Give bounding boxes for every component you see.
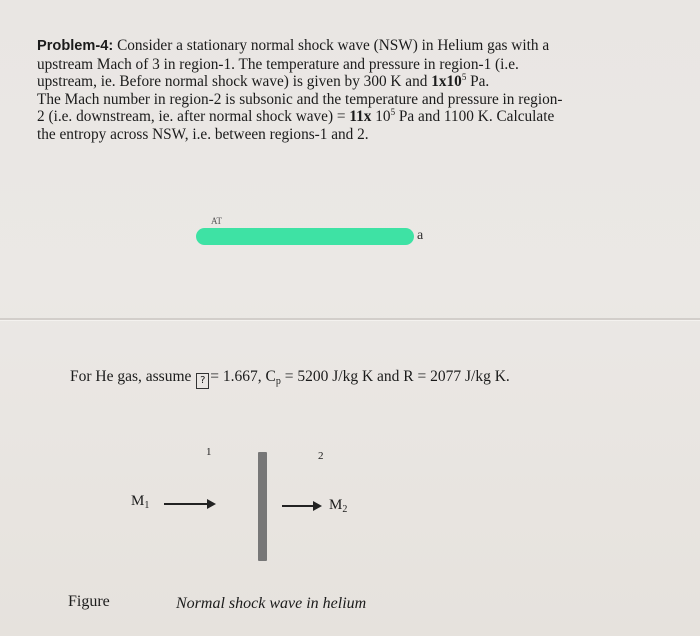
gamma-value: = 1.667, C — [210, 368, 276, 385]
downstream-pressure-value: 11x — [349, 108, 372, 126]
problem-statement — [37, 37, 627, 144]
assumption-rest: = 5200 J/kg K and R = 2077 J/kg K. — [280, 368, 510, 385]
downstream-arrow-icon — [282, 505, 316, 507]
missing-glyph-icon: ? — [196, 373, 209, 389]
problem-line-1-text: Consider a stationary normal shock wave (NSW) in Helium gas with a — [117, 37, 550, 54]
region-2-label: 2 — [318, 450, 324, 462]
upstream-pressure-value: 1x10 — [431, 73, 462, 91]
mach-2-subscript: 2 — [342, 504, 348, 515]
problem-lead: Problem-4: — [37, 38, 114, 54]
figure-caption: Normal shock wave in helium — [176, 595, 367, 612]
problem-line-6: the entropy across NSW, i.e. between regions-1 and 2. — [37, 125, 369, 143]
problem-line-3-text: upstream, ie. Before normal shock wave) is given by 300 K and — [37, 73, 432, 91]
region-1-label: 1 — [206, 446, 212, 458]
problem-line-5-rest: Pa and 1100 K. Calculate — [395, 108, 555, 126]
cp-subscript: p — [275, 376, 281, 387]
assumption-prefix: For He gas, assume — [70, 368, 196, 385]
mach-1-label — [131, 493, 149, 510]
shock-wave-bar — [258, 452, 267, 561]
problem-line-2: upstream Mach of 3 in region-1. The temperature and pressure in region-1 (i.e. — [37, 55, 519, 73]
problem-line-3 — [37, 73, 627, 91]
redaction-residue-text: AT — [211, 216, 222, 226]
gas-assumptions — [70, 368, 510, 389]
problem-line-5-text: 2 (i.e. downstream, ie. after normal shock wave) = — [37, 108, 350, 126]
mach-2-symbol: M — [329, 497, 343, 513]
mach-1-subscript: 1 — [144, 500, 150, 511]
mach-2-label — [329, 497, 347, 514]
downstream-pressure-base: 10 — [371, 108, 391, 126]
upstream-arrow-icon — [164, 503, 210, 505]
problem-line-4: The Mach number in region-2 is subsonic and the temperature and pressure in region- — [37, 90, 563, 108]
problem-line-5 — [37, 108, 627, 126]
page-divider — [0, 318, 700, 320]
redaction-tail-text: a — [417, 228, 424, 243]
downstream-pressure-exponent: 5 — [390, 107, 396, 118]
problem-line-3-unit: Pa. — [466, 73, 490, 91]
upstream-pressure-exponent: 5 — [461, 72, 467, 83]
problem-line-1 — [37, 37, 627, 56]
redaction-highlight — [196, 228, 414, 245]
mach-1-symbol: M — [131, 493, 145, 509]
figure-label: Figure — [68, 593, 110, 610]
